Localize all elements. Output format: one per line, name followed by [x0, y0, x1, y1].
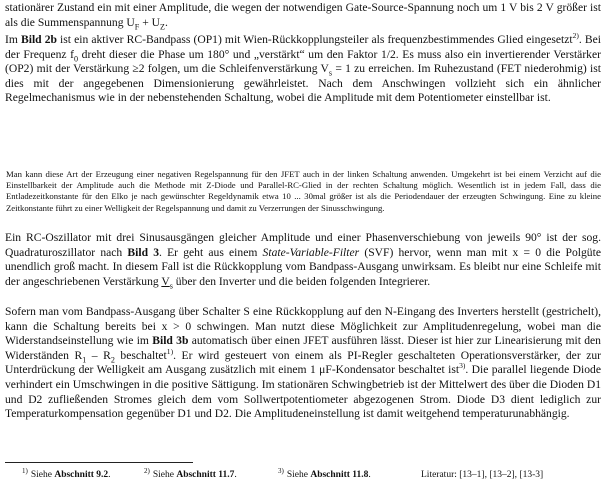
- footnote-divider: [5, 462, 193, 463]
- footnote-2: [144, 468, 237, 482]
- text-run: über den Inverter und die beiden folgenden Integrierer.: [172, 274, 431, 288]
- footnote-3-reference: Abschnitt 11.8: [310, 470, 369, 480]
- text-run: – R: [86, 348, 111, 362]
- bold-reference: Bild 3b: [152, 334, 189, 348]
- text-run: stationärer Zustand ein mit einer Amplitude, die wegen der notwendigen Gate-Source-Spannung noch um 1 V bis 2 V größer ist als die Summenspannung U: [5, 1, 601, 29]
- footnote-2-prefix: Siehe: [152, 470, 177, 480]
- text-run: dreht dieser die Phase um 180° und „verstärkt“ um den Faktor 1/2. Es muss also ein invertierender Verstärker (OP2) mit der Verstärkung ≥2 folgen, um die Schleifenverstärkung V: [5, 47, 601, 76]
- subscript: 2: [110, 355, 115, 365]
- paragraph-quadrature-oscillator: [5, 231, 601, 289]
- subscript: s: [169, 281, 173, 291]
- text-run: Man kann diese Art der Erzeugung einer negativen Regelspannung für den JFET auch in der linken Schaltung anwenden. Umgekehrt ist bei einem Verzicht auf die Einstellbarkeit der Amplitude auch die Methode mit Z-Diode und Parallel-RC-Glied in der rechten Schaltung möglich. Wesentlich ist in jedem Fall, dass die Entladezeitkonstante für den Elko je nach gewünschter Regeldynamik etwa 10 ... 30mal größer ist als die Periodendauer der erzeugten Schwingung. Eine zu kleine Zeitkonstante führt zu einer Welligkeit der Regelspannung und damit zu Verzerrungen der Sinusschwingung.: [6, 169, 601, 213]
- bold-reference: Bild 2b: [20, 33, 57, 46]
- footnote-1-prefix: Siehe: [30, 470, 55, 480]
- footnote-3-number: 3): [278, 466, 284, 475]
- text-run: Im: [5, 33, 21, 46]
- text-run: beschaltet: [114, 348, 167, 362]
- bold-reference: Bild 3: [127, 245, 160, 259]
- footnote-marker: 2): [572, 31, 579, 41]
- footnote-3-prefix: Siehe: [286, 470, 311, 480]
- text-run: .: [164, 15, 168, 29]
- subscript: Z: [160, 21, 165, 31]
- text-run: . Die parallel liegende Diode verhindert ein Umschwingen in die positive Sättigung. Im stationären Schwingbetrieb ist der Mittelwert des über die Dioden D1 und D2 zufließenden Stromes gleich dem vom Sollwertpotentiometer abgezogenen Strom. Diode D3 dient lediglich zur Temperaturkompensation gegenüber D1 und D2. Die Amplitudeneinstellung ist damit weitgehend temperaturunabhängig.: [5, 363, 601, 421]
- text-run: . Bei der Frequenz f: [5, 33, 601, 61]
- footnote-2-number: 2): [144, 466, 150, 475]
- footnote-1-suffix: .: [108, 470, 111, 480]
- subscript: F: [134, 21, 140, 31]
- text-run: Sofern man vom Bandpass-Ausgang über Schalter S eine Rückkopplung auf den N-Eingang des Inverters herstellt (gestrichelt), kann die Schaltung bereits bei x > 0 schwingen. Man nutzt diese Möglichkeit zur Amplitudenregelung, wobei man die Widerstandseinstellung wie im: [5, 305, 601, 348]
- underlined-symbol: V: [161, 274, 170, 288]
- text-run: + U: [139, 15, 161, 29]
- italic-term: State-Variable-Filter: [262, 245, 360, 259]
- subscript: 0: [74, 53, 79, 63]
- paragraph-bild-2b: [5, 33, 601, 106]
- text-run: . Er wird gesteuert von einem als PI-Regler geschalteten Operationsverstärker, der zur Unterdrückung der Welligkeit am Ausgang zusätzlich mit einem 1 μF-Kondensator beschaltet ist: [5, 348, 602, 377]
- text-run: = 1 zu erreichen. Im Ruhezustand (FET niederohmig) ist dies mit der angegebenen Dimensionierung gewährleistet. Nach dem Anschwingen vollzieht sich ein ähnlicher Regelmechanismus wie in der nebenstehenden Schaltung, wobei die Amplitude mit dem Potentiometer einstellbar ist.: [5, 62, 601, 105]
- footnote-2-suffix: .: [234, 470, 237, 480]
- footnote-3: [278, 468, 371, 482]
- footnotes: [5, 468, 601, 482]
- footnote-1-number: 1): [22, 466, 28, 475]
- text-run: automatisch über einen JFET ausführen lässt. Dieser ist hier zur Linearisierung mit den Widerständen R: [5, 334, 601, 362]
- literature-references: Literatur: [13–1], [13–2], [13-3]: [421, 470, 544, 480]
- paragraph-intro-continuation: [5, 1, 601, 30]
- text-run: ist ein aktiver RC-Bandpass (OP1) mit Wien-Rückkopplungsteiler als frequenzbestimmendes Glied eingesetzt: [56, 33, 573, 46]
- footnote-3-suffix: .: [368, 470, 371, 480]
- paragraph-small-note: [6, 169, 601, 214]
- paragraph-amplitude-control: [5, 305, 601, 422]
- subscript: 1: [82, 355, 87, 365]
- subscript: s: [328, 68, 333, 78]
- text-run: Ein RC-Oszillator mit drei Sinusausgängen gleicher Amplitude und einer Phasenverschiebung von jeweils 90° ist der sog. Quadraturoszillator nach: [5, 231, 601, 259]
- text-run: . Er geht aus einem: [159, 245, 263, 259]
- footnote-1-reference: Abschnitt 9.2: [54, 470, 109, 480]
- footnote-2-reference: Abschnitt 11.7: [176, 470, 235, 480]
- footnote-marker: 3): [459, 361, 466, 371]
- footnote-marker: 1): [166, 346, 174, 356]
- text-run: (SVF) hervor, wenn man mit x = 0 die Polgüte unendlich groß macht. In diesem Fall ist die Rückkopplung vom Bandpass-Ausgang unwirksam. Es bleibt nur eine Schleife mit der angeschriebenen Verstärkung: [5, 245, 601, 288]
- footnote-1: [22, 468, 111, 482]
